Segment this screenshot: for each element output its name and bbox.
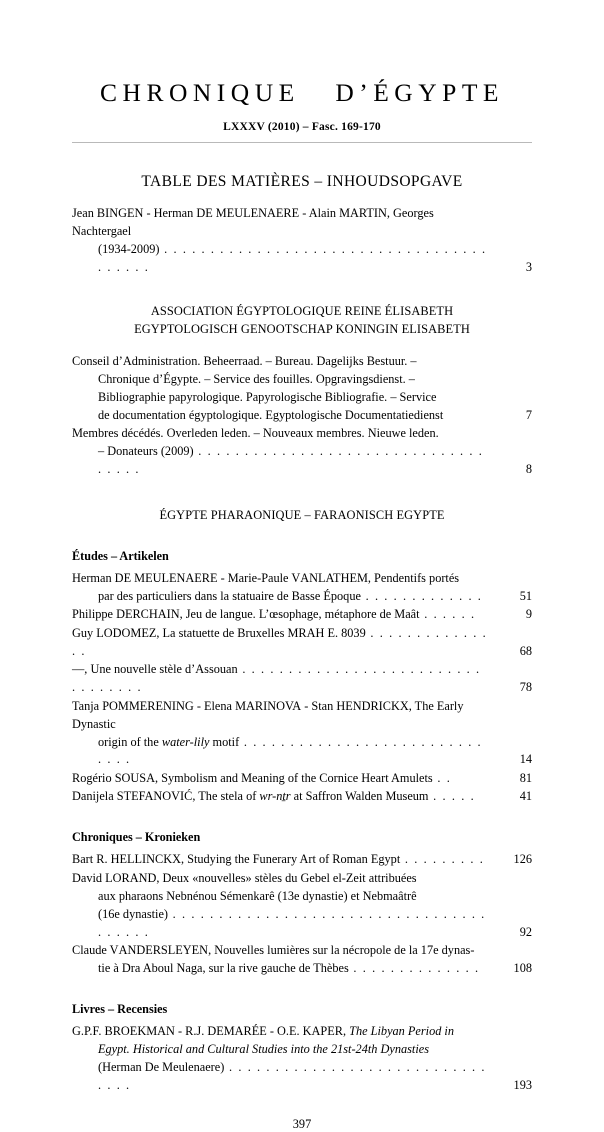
page-number: 3 <box>525 259 532 274</box>
entry-text: Herman D <box>72 570 124 585</box>
dot-leader: . . . . . . <box>419 607 476 622</box>
journal-title: CHRONIQUE D’ÉGYPTE <box>100 78 504 107</box>
entry-text: Guy L <box>72 625 104 640</box>
dot-leader: . . . . . . . . . . . . . . . . . . . . . . . . . . . . . . <box>98 734 483 767</box>
dot-leader: . . . . . . . . . . . . . . . . . . . . . . . . . . . . . . . . . . . . <box>98 444 484 476</box>
entry-italic: water-lily <box>161 734 210 749</box>
dot-leader: . . . . . . . . . . . . . . . . . . . . . . . . . . . . . . . . . . . . . . . . . <box>98 241 487 274</box>
entry-smallcaps: ARINOVA <box>246 698 302 713</box>
entry-text: M <box>131 570 146 585</box>
entry-text: Chronique d’Égypte. – Service des fouilles. Opgravingsdienst. – <box>98 371 415 386</box>
entry-text: , The Early Dynastic <box>72 698 464 731</box>
dot-leader: . . . . . . . . . . . . . . . . . . . . . . . . . . . . . . . . . . <box>72 662 481 695</box>
entry-text: - O.E. K <box>266 1024 312 1038</box>
entry-text: - Herman D <box>143 206 206 220</box>
entry-text: Rogério S <box>72 770 122 785</box>
page-number: 81 <box>519 770 532 785</box>
entry-smallcaps: ANLATHEM <box>300 570 368 585</box>
obituary-entries <box>72 205 532 277</box>
entry-text: David L <box>72 870 113 885</box>
toc-entry <box>72 661 532 697</box>
entry-text: origin of the <box>98 734 162 749</box>
toc-title: TABLE DES MATIÈRES – INHOUDSOPGAVE <box>141 173 463 190</box>
books-entries <box>72 1023 532 1095</box>
entry-smallcaps: INGEN <box>105 206 144 220</box>
entry-smallcaps: EULENAERE <box>145 570 218 585</box>
entry-text: Membres décédés. Overleden leden. – Nouveaux membres. Nieuwe leden. <box>72 426 439 441</box>
entry-text: at Saffron Walden Museum <box>290 789 429 804</box>
entry-smallcaps: ANDERSLEYEN <box>118 943 209 958</box>
page-number: 126 <box>513 852 532 867</box>
page-number: 9 <box>525 607 532 622</box>
dot-leader: . . . . . . . . . . . . . <box>360 588 483 603</box>
entry-text: Philippe D <box>72 607 125 622</box>
entry-text: , Symbolism and Meaning of the Cornice Heart Amulets <box>155 770 433 785</box>
toc-entry <box>72 570 532 606</box>
subheading-books: Livres – Recensies <box>72 1002 168 1016</box>
entry-smallcaps: OUSA <box>121 770 156 785</box>
dot-leader: . . . . . . . . . . . . . . . . . . . . . . . . . . . . . . . . . . . . . . . . <box>98 906 486 939</box>
entry-text: , Pendentifs portés <box>367 570 460 585</box>
toc-entry <box>72 942 532 978</box>
dot-leader: . . . . . . . . . . . . . . . <box>72 625 488 658</box>
entry-text: de documentation égyptologique. Egyptologische Documentatiedienst <box>98 407 444 422</box>
studies-entries <box>72 570 532 806</box>
toc-entry <box>72 851 532 869</box>
entry-text: Conseil d’Administration. Beheerraad. – Bureau. Dagelijks Bestuur. – <box>72 353 417 368</box>
entry-text: Bart R. H <box>72 852 120 867</box>
page-number: 68 <box>519 643 532 658</box>
dot-leader: . . . . . . . . . . . . . . . . . . . . . . . . . . . . . . . . <box>98 1059 487 1092</box>
page-number: 41 <box>519 789 532 804</box>
entry-text: motif <box>209 734 240 749</box>
entry-smallcaps: E <box>123 570 132 585</box>
page-number: 51 <box>519 588 532 603</box>
dot-leader: . . . . . . . . . . . . . . <box>348 961 480 976</box>
association-entries <box>72 353 532 479</box>
dot-leader: . . . . . <box>428 789 476 804</box>
entry-text: Claude V <box>72 943 119 958</box>
entry-smallcaps: ORAND <box>112 870 157 885</box>
subheading-chronicles: Chroniques – Kronieken <box>72 830 201 845</box>
entry-text: , Deux «nouvelles» stèles du Gebel el-Zeit attribuées <box>156 870 417 885</box>
entry-smallcaps: ARTIN <box>350 206 387 220</box>
entry-italic: The Libyan Period in <box>349 1024 455 1038</box>
entry-text: Bibliographie papyrologique. Papyrologische Bibliografie. – Service <box>98 389 437 404</box>
entry-text: (Herman De Meulenaere) <box>98 1059 225 1074</box>
folio-number: 397 <box>292 1116 312 1131</box>
subheading-studies: Études – Artikelen <box>72 548 169 563</box>
entry-smallcaps: OMMERENING <box>109 698 194 713</box>
toc-entry <box>72 698 532 770</box>
page-number: 14 <box>519 752 532 767</box>
dot-leader: . . <box>432 770 452 785</box>
entry-smallcaps: ROEKMAN <box>112 1024 175 1038</box>
entry-smallcaps: ELLINCKX <box>119 852 181 867</box>
section-heading-pharaonic <box>72 507 532 525</box>
entry-text: Tanja P <box>72 698 110 713</box>
section-heading-association <box>72 303 532 339</box>
entry-text: - R.J. D <box>174 1024 217 1038</box>
entry-italic: wr-nṯr <box>259 789 291 804</box>
page-number: 193 <box>513 1077 532 1092</box>
entry-text: - Elena M <box>193 698 247 713</box>
section-heading-line: ASSOCIATION ÉGYPTOLOGIQUE REINE ÉLISABETH <box>150 303 454 318</box>
toc-entry <box>72 870 532 942</box>
entry-smallcaps: ENDRICKX <box>345 698 409 713</box>
entry-text: , Nouvelles lumières sur la nécropole de la 17e dynas- <box>208 943 475 958</box>
entry-smallcaps: ODOMEZ <box>103 625 157 640</box>
entry-smallcaps: ERCHAIN <box>124 607 180 622</box>
entry-text: M <box>212 206 227 220</box>
section-heading-line: EGYPTOLOGISCH GENOOTSCHAP KONINGIN ELISABETH <box>134 321 470 336</box>
entry-smallcaps: EMARÉE <box>216 1024 267 1038</box>
chronicles-entries <box>72 851 532 978</box>
entry-text: - Alain M <box>299 206 351 220</box>
entry-smallcaps: EULENAERE <box>226 206 300 220</box>
toc-entry <box>72 205 532 277</box>
toc-entry <box>72 625 532 661</box>
toc-entry <box>72 606 532 624</box>
toc-entry <box>72 1023 532 1095</box>
entry-smallcaps: APER <box>311 1024 343 1038</box>
toc-entry <box>72 425 532 479</box>
entry-text: Jean B <box>72 206 106 220</box>
entry-text: , <box>342 1024 350 1038</box>
entry-smallcaps: TEFANOVIĆ <box>123 789 193 804</box>
toc-entry <box>72 788 532 806</box>
entry-text: , Georges Nachtergael <box>72 206 434 238</box>
entry-text: - Stan H <box>301 698 346 713</box>
entry-text: , The stela of <box>192 789 260 804</box>
toc-entry <box>72 353 532 425</box>
page-number: 92 <box>519 924 532 939</box>
entry-text: G.P.F. B <box>72 1024 113 1038</box>
entry-text: – Donateurs (2009) <box>98 444 194 459</box>
page-number: 7 <box>525 407 532 422</box>
entry-text: tie à Dra Aboul Naga, sur la rive gauche de Thèbes <box>98 961 349 976</box>
entry-text: —, Une nouvelle stèle d’Assouan <box>72 662 238 677</box>
entry-text: , Studying the Funerary Art of Roman Egypt <box>180 852 401 867</box>
dot-leader: . . . . . . . . . <box>400 852 485 867</box>
section-heading-line: ÉGYPTE PHARAONIQUE – FARAONISCH EGYPTE <box>159 507 445 522</box>
toc-entry <box>72 770 532 788</box>
entry-italic: Egypt. Historical and Cultural Studies into the 21st-24th Dynasties <box>98 1041 429 1056</box>
entry-text: Danijela S <box>72 789 124 804</box>
entry-text: - Marie-Paule V <box>217 570 301 585</box>
entry-text: (1934-2009) <box>98 241 160 256</box>
entry-text: (16e dynastie) <box>98 906 168 921</box>
entry-smallcaps: E <box>205 206 213 220</box>
entry-text: par des particuliers dans la statuaire de Basse Époque <box>98 588 361 603</box>
entry-text: , Jeu de langue. L’œsophage, métaphore de Maât <box>179 607 420 622</box>
issue-line: LXXXV (2010) – Fasc. 169-170 <box>223 121 381 133</box>
page-number: 108 <box>513 961 532 976</box>
page-number: 78 <box>519 680 532 695</box>
page-number: 8 <box>525 462 532 476</box>
entry-text: , La statuette de Bruxelles MRAH E. 8039 <box>156 625 366 640</box>
entry-text: aux pharaons Nebnénou Sémenkarê (13e dynastie) et Nebmaâtrê <box>98 888 417 903</box>
header-divider <box>72 142 532 143</box>
